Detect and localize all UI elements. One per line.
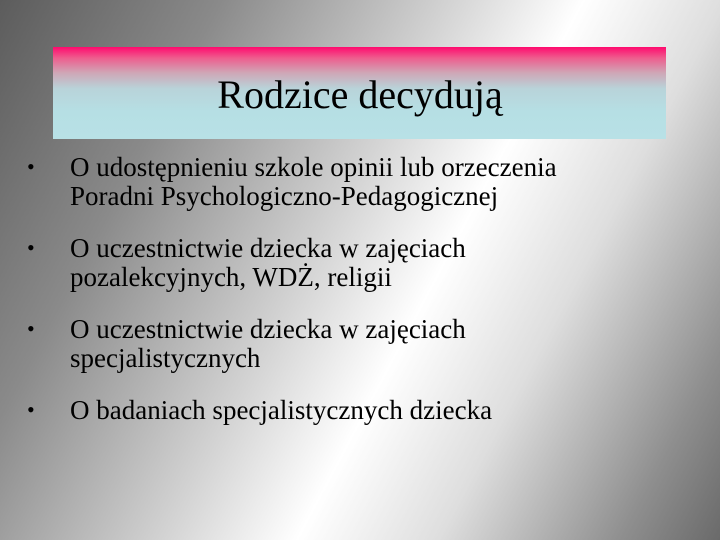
bullet-icon: • (27, 235, 35, 260)
bullet-text-line: O udostępnieniu szkole opinii lub orzeczenia (70, 152, 557, 182)
bullet-text-line: Poradni Psychologiczno-Pedagogicznej (70, 180, 499, 211)
bullet-item-3 (22, 315, 712, 372)
bullet-icon: • (27, 316, 35, 341)
slide-title: Rodzice decydują (217, 72, 503, 117)
bullet-item-1 (22, 153, 712, 210)
bullet-icon: • (27, 397, 35, 422)
bullet-text-line: O uczestnictwie dziecka w zajęciach (70, 233, 466, 263)
bullet-item-2 (22, 234, 712, 291)
bullet-text-line: pozalekcyjnych, WDŻ, religii (70, 261, 392, 292)
bullet-list (22, 153, 712, 449)
bullet-text-line: O uczestnictwie dziecka w zajęciach (70, 314, 466, 344)
bullet-item-4 (22, 396, 712, 425)
bullet-text-line: O badaniach specjalistycznych dziecka (70, 395, 493, 425)
bullet-icon: • (27, 154, 35, 179)
bullet-text-line: specjalistycznych (70, 342, 261, 373)
